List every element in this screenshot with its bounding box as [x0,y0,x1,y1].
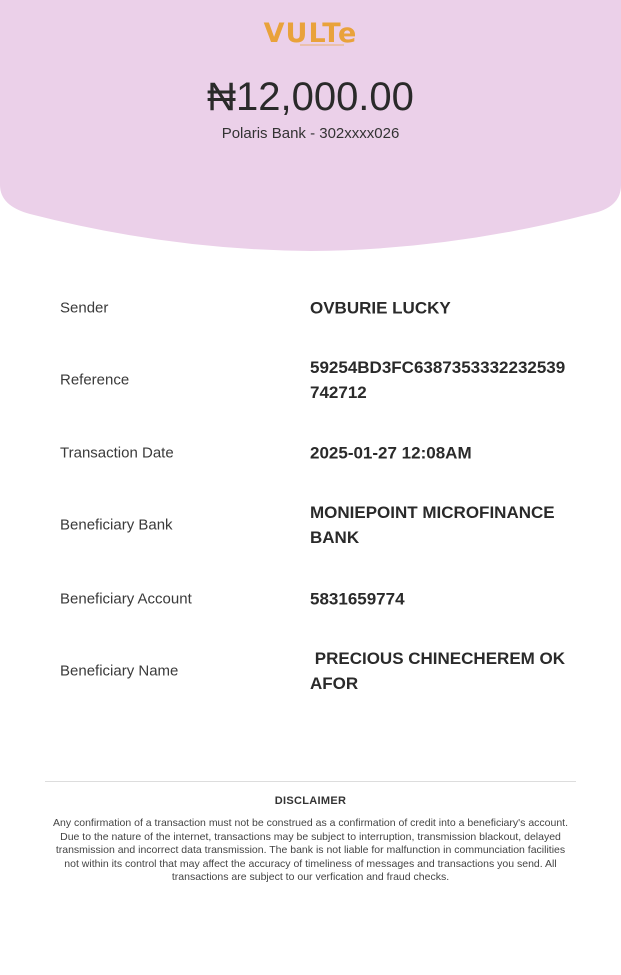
detail-row-sender [60,290,570,326]
disclaimer-text: Any confirmation of a transaction must not be construed as a confirmation of credit into a beneficiary's account. Due to the nature of the internet, transactions may be subject to interruption, transmission blackout, delayed transmission and incorrect data transmission. The bank is not liable for malfunction in communciation facilities not within its control that may affect the accuracy of timeliness of messages and transactions you send. All transactions are subject to our verfication and fraud checks. [52,817,569,883]
detail-value: PRECIOUS CHINECHEREM OKAFOR [310,649,566,693]
detail-label: Reference [60,371,130,389]
detail-value: OVBURIE LUCKY [310,298,451,318]
section-divider [45,781,576,782]
detail-label: Beneficiary Name [60,662,179,680]
detail-row-reference [60,354,570,406]
detail-label: Beneficiary Account [60,590,192,608]
detail-value: 2025-01-27 12:08AM [310,443,472,463]
detail-value: 5831659774 [310,589,405,609]
detail-row-transaction-date [60,435,570,471]
detail-label: Sender [60,299,109,317]
detail-label: Beneficiary Bank [60,516,173,534]
detail-row-beneficiary-account [60,581,570,617]
detail-value: MONIEPOINT MICROFINANCE BANK [310,503,560,547]
detail-row-beneficiary-name [60,645,570,697]
detail-row-beneficiary-bank [60,499,570,551]
brand-logo: VULTe [263,18,358,49]
detail-label: Transaction Date [60,444,174,462]
transaction-amount: ₦12,000.00 [207,75,414,119]
disclaimer-title: DISCLAIMER [274,795,347,807]
logo-underline [300,44,344,46]
source-bank-account: Polaris Bank - 302xxxx026 [221,125,400,142]
detail-value: 59254BD3FC6387353332232539742712 [310,358,566,402]
